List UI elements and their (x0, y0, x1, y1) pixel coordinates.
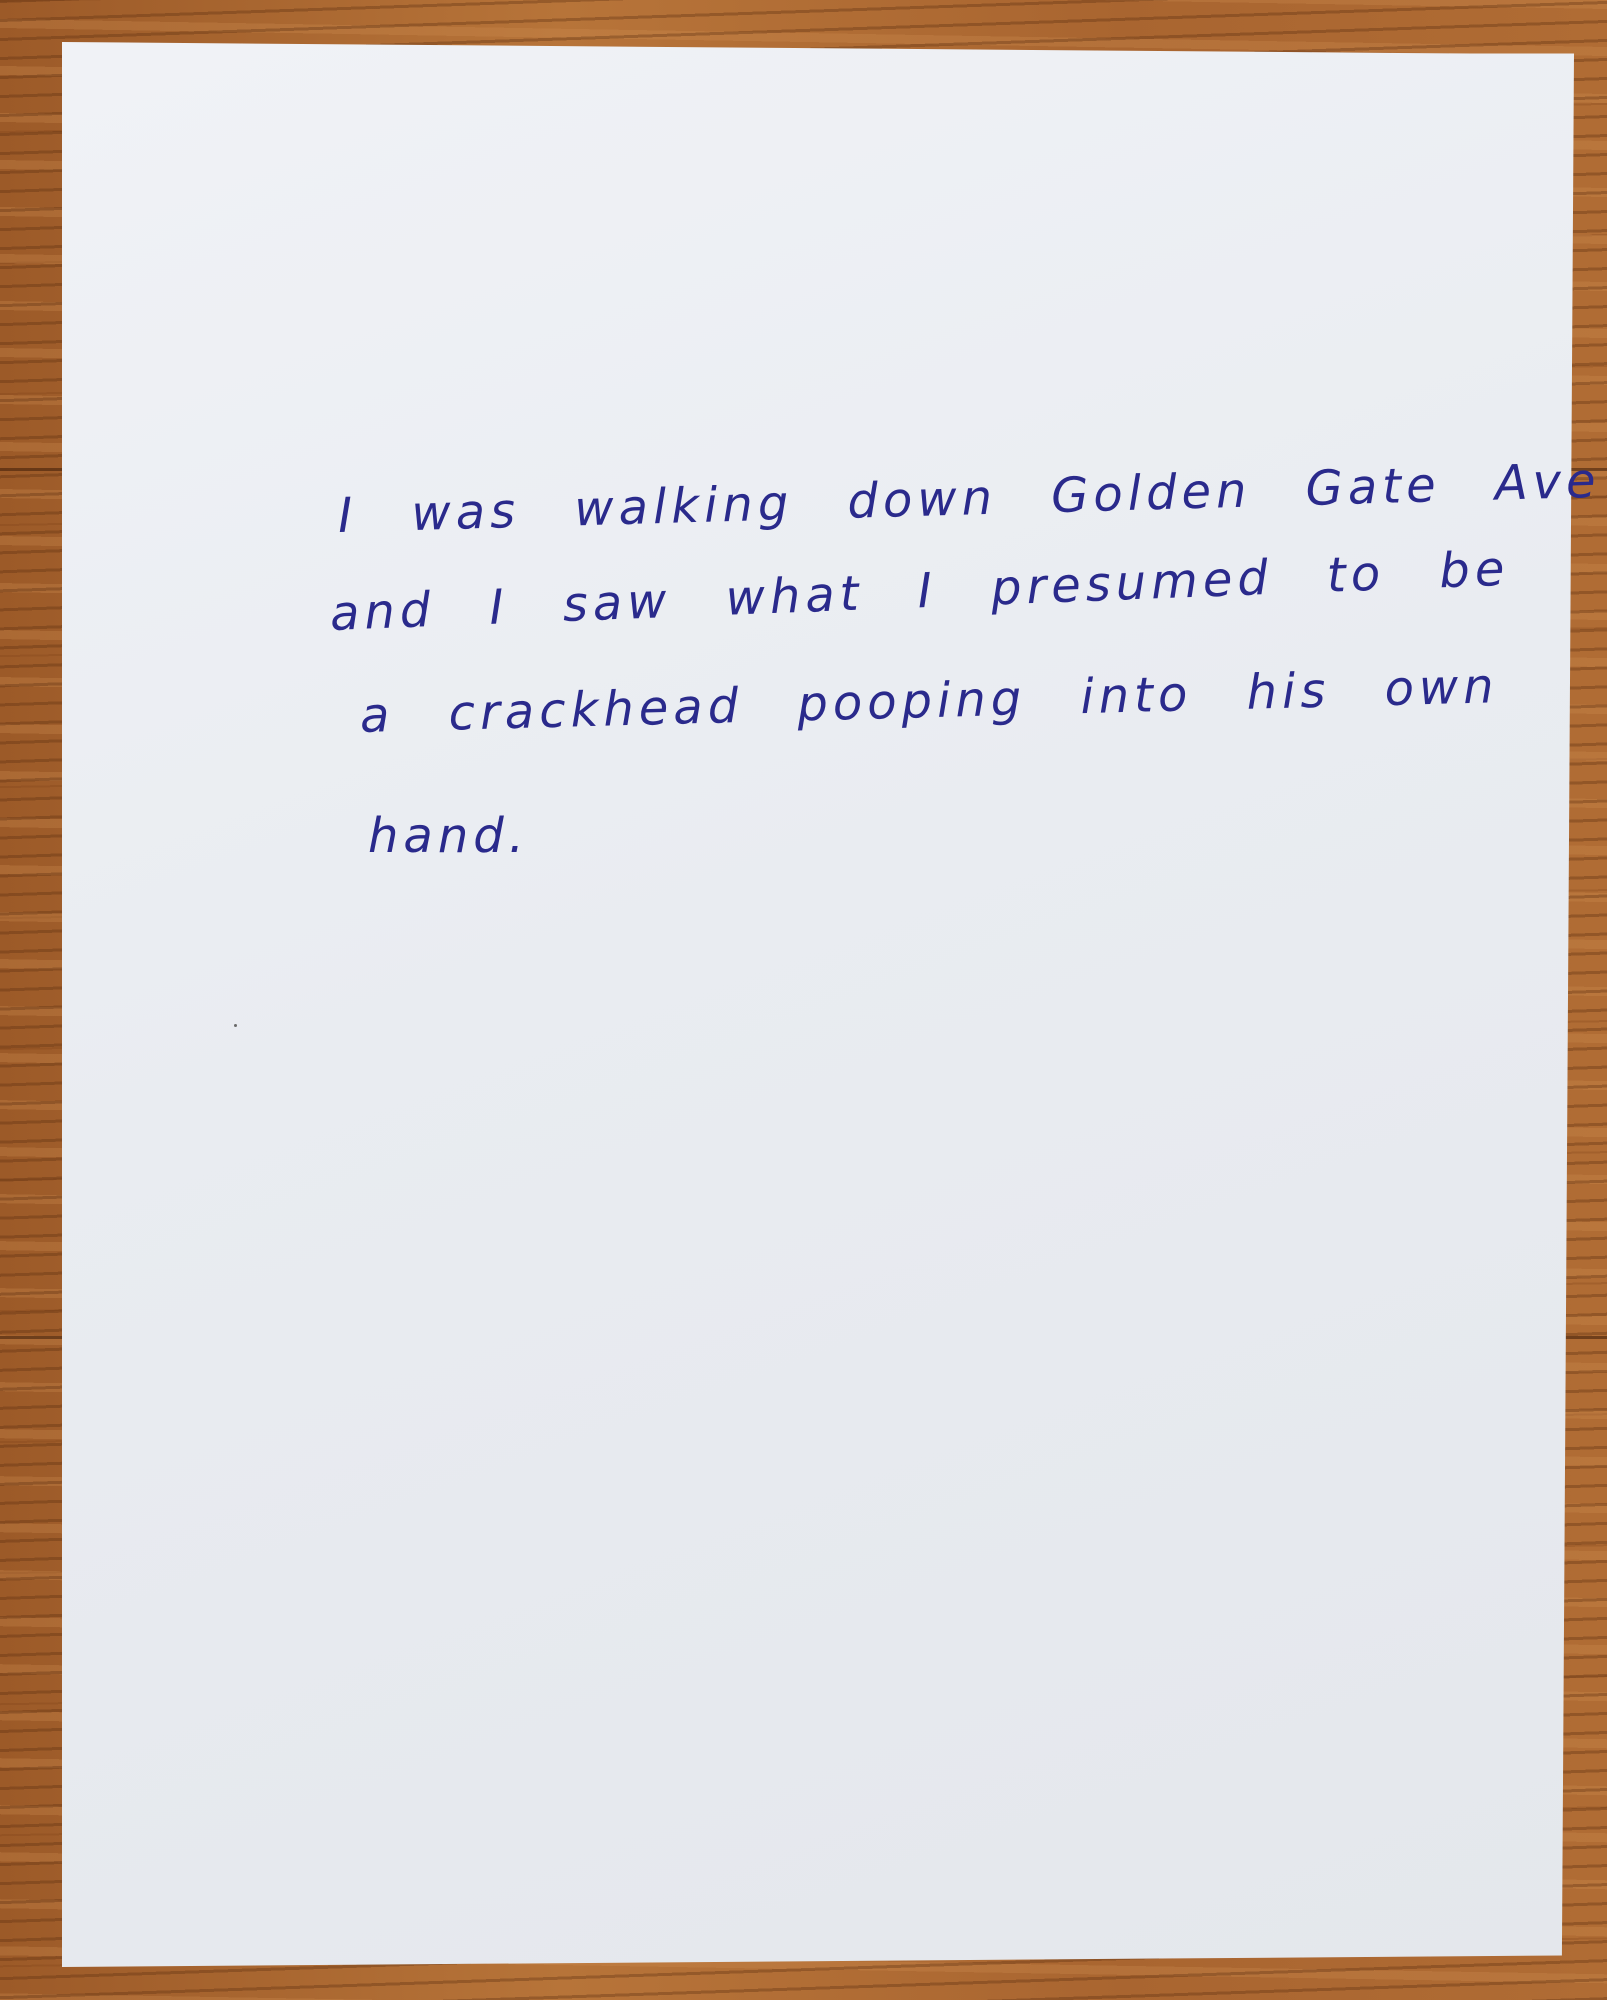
note-line-4: hand. (368, 808, 529, 864)
note-line-1: I was walking down Golden Gate Ave (337, 452, 1602, 544)
paper-speck (234, 1024, 237, 1027)
note-line-2: and I saw what I presumed to be (328, 540, 1511, 642)
handwritten-note (328, 452, 1602, 908)
note-line-3: a crackhead pooping into his own (359, 658, 1500, 744)
paper-sheet (62, 42, 1574, 1967)
